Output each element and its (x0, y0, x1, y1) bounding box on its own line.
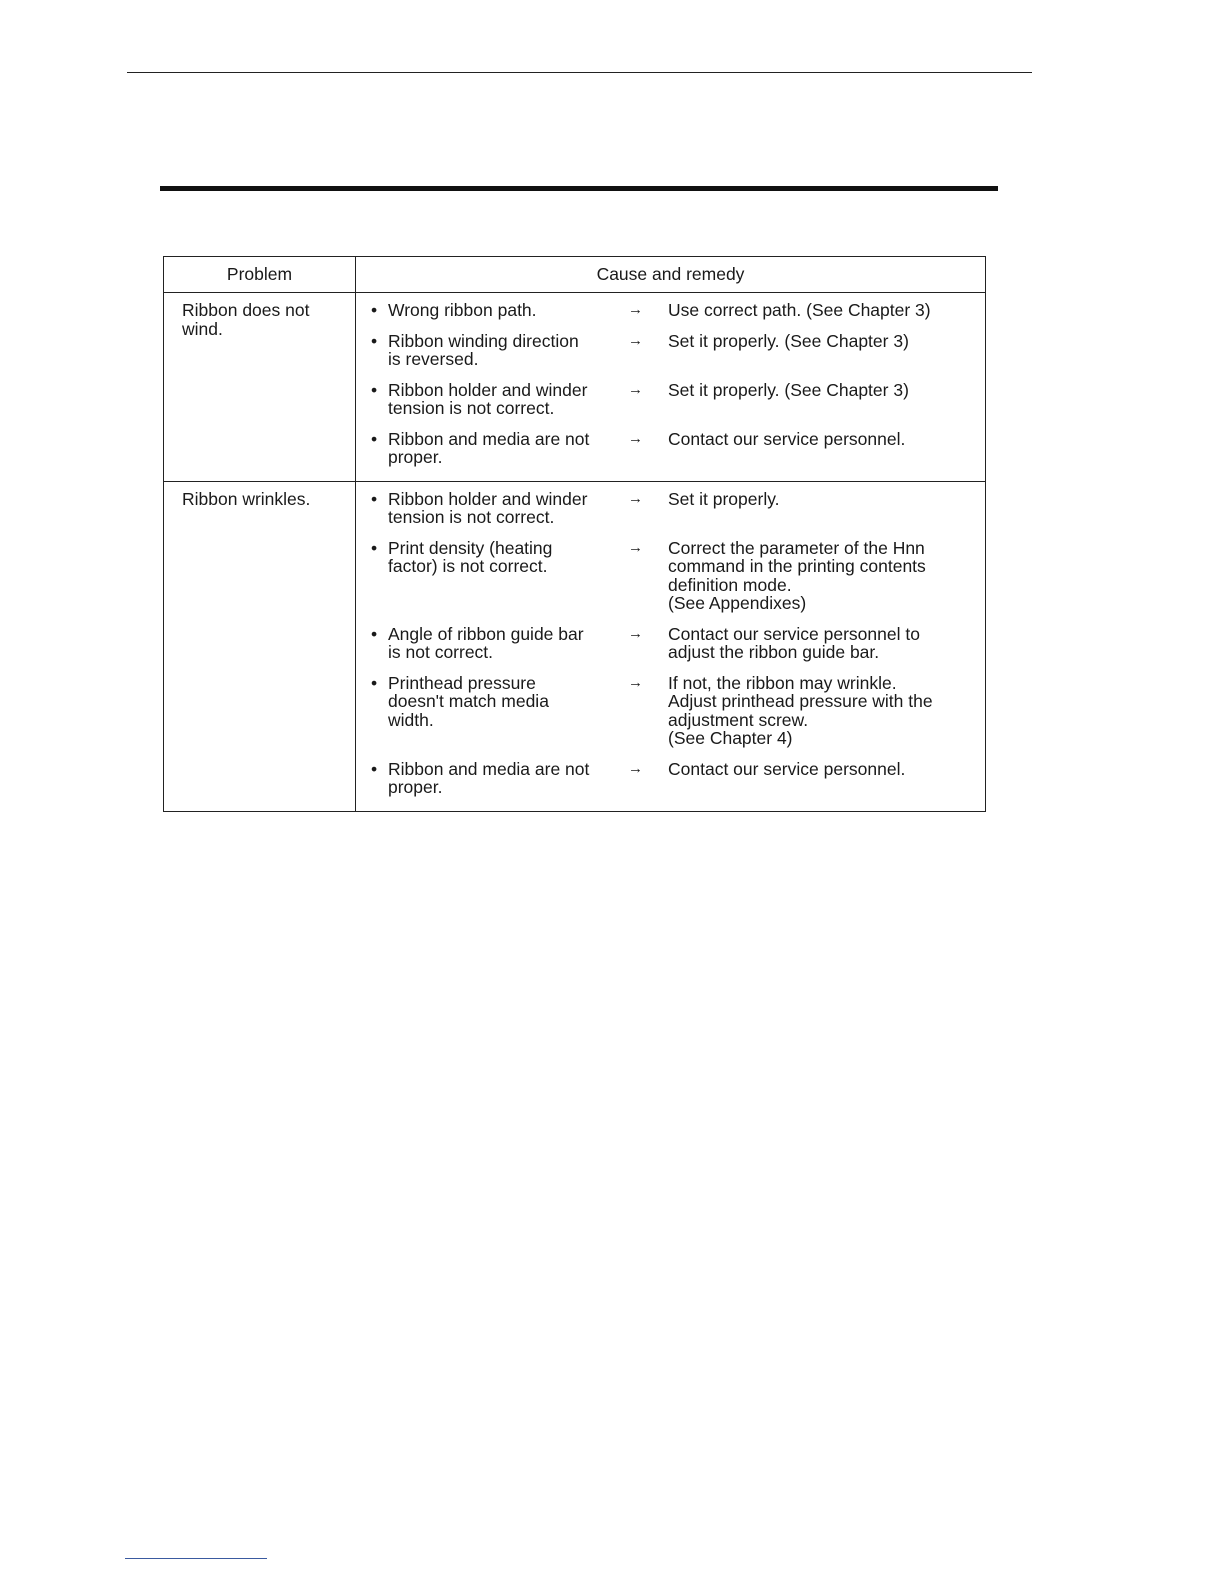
remedy-line: Use correct path. (See Chapter 3) (668, 300, 931, 320)
problem-text: Ribbon wrinkles. (182, 488, 311, 509)
arrow-right-icon: → (628, 673, 643, 691)
cause-line: tension is not correct. (388, 398, 555, 418)
remedy-line: Contact our service personnel. (668, 428, 906, 449)
table-body (164, 293, 985, 811)
cause-line: Ribbon winding direction (388, 330, 579, 351)
cause-remedy-item (356, 539, 985, 613)
remedy-text (668, 430, 985, 467)
arrow-right-icon: → (628, 429, 643, 447)
remedy-text (668, 625, 985, 662)
header-rule (127, 72, 1032, 73)
cause-line: Wrong ribbon path. (388, 300, 537, 320)
cause-line: Ribbon and media are not (388, 428, 590, 449)
cause-line: is not correct. (388, 642, 494, 662)
remedy-text (668, 301, 985, 320)
cause-text (388, 332, 603, 369)
cause-remedy-cell (356, 482, 985, 811)
bullet-icon: • (371, 623, 378, 644)
bullet-icon: • (371, 488, 378, 509)
cause-text (388, 430, 603, 467)
remedy-line: Contact our service personnel to (668, 623, 920, 644)
header-problem: Problem (164, 257, 356, 292)
remedy-text (668, 332, 985, 369)
remedy-line: (See Appendixes) (668, 593, 807, 613)
footer-rule (125, 1558, 267, 1559)
cause-line: proper. (388, 777, 443, 797)
bullet-icon: • (371, 537, 378, 558)
cause-remedy-item (356, 760, 985, 797)
cause-remedy-item (356, 430, 985, 467)
cause-line: is reversed. (388, 349, 479, 369)
bullet-icon: • (371, 300, 378, 320)
remedy-text (668, 381, 985, 418)
cause-remedy-cell (356, 293, 985, 481)
table-row (164, 293, 985, 481)
cause-text (388, 490, 603, 527)
cause-remedy-item (356, 381, 985, 418)
cause-text (388, 625, 603, 662)
bullet-icon: • (371, 379, 378, 400)
remedy-line: Correct the parameter of the Hnn (668, 537, 925, 558)
remedy-line: Adjust printhead pressure with the (668, 691, 933, 711)
arrow-right-icon: → (628, 301, 643, 318)
cause-line: width. (388, 709, 434, 730)
bullet-icon: • (371, 758, 378, 779)
cause-line: Ribbon and media are not (388, 758, 590, 779)
cause-remedy-item (356, 625, 985, 662)
remedy-line: Set it properly. (668, 488, 780, 509)
arrow-right-icon: → (628, 380, 643, 398)
problem-text: wind. (182, 318, 223, 339)
cause-line: factor) is not correct. (388, 556, 548, 576)
arrow-right-icon: → (628, 489, 643, 507)
section-heading-rule (160, 186, 998, 191)
header-cause-remedy: Cause and remedy (596, 264, 745, 284)
table-row (164, 481, 985, 811)
cause-text (388, 760, 603, 797)
cause-text (388, 674, 603, 748)
remedy-text (668, 490, 985, 527)
table-header (164, 257, 985, 293)
cause-text (388, 539, 603, 613)
arrow-right-icon: → (628, 538, 643, 556)
remedy-line: (See Chapter 4) (668, 728, 793, 748)
arrow-right-icon: → (628, 759, 643, 777)
cause-line: Ribbon holder and winder (388, 379, 588, 400)
cause-line: proper. (388, 447, 443, 467)
cause-remedy-item (356, 674, 985, 748)
remedy-text (668, 674, 985, 748)
cause-text (388, 381, 603, 418)
remedy-line: adjustment screw. (668, 709, 809, 730)
cause-line: Print density (heating (388, 537, 553, 558)
remedy-line: Set it properly. (See Chapter 3) (668, 379, 909, 400)
troubleshooting-table (163, 256, 986, 812)
cause-remedy-item (356, 301, 985, 320)
remedy-line: Set it properly. (See Chapter 3) (668, 330, 909, 351)
remedy-line: adjust the ribbon guide bar. (668, 642, 880, 662)
problem-cell (164, 482, 356, 811)
cause-line: doesn't match media (388, 691, 549, 711)
cause-remedy-item (356, 332, 985, 369)
cause-line: tension is not correct. (388, 507, 555, 527)
remedy-line: command in the printing contents (668, 556, 926, 576)
remedy-text (668, 760, 985, 797)
cause-line: Angle of ribbon guide bar (388, 623, 584, 644)
cause-line: Ribbon holder and winder (388, 488, 588, 509)
bullet-icon: • (371, 672, 378, 693)
remedy-line: Contact our service personnel. (668, 758, 906, 779)
problem-text: Ribbon does not (182, 300, 310, 320)
arrow-right-icon: → (628, 331, 643, 349)
arrow-right-icon: → (628, 624, 643, 642)
bullet-icon: • (371, 428, 378, 449)
cause-text (388, 301, 603, 320)
remedy-line: If not, the ribbon may wrinkle. (668, 672, 897, 693)
bullet-icon: • (371, 330, 378, 351)
remedy-line: definition mode. (668, 574, 792, 595)
cause-remedy-item (356, 490, 985, 527)
remedy-text (668, 539, 985, 613)
problem-cell (164, 293, 356, 481)
cause-line: Printhead pressure (388, 672, 536, 693)
